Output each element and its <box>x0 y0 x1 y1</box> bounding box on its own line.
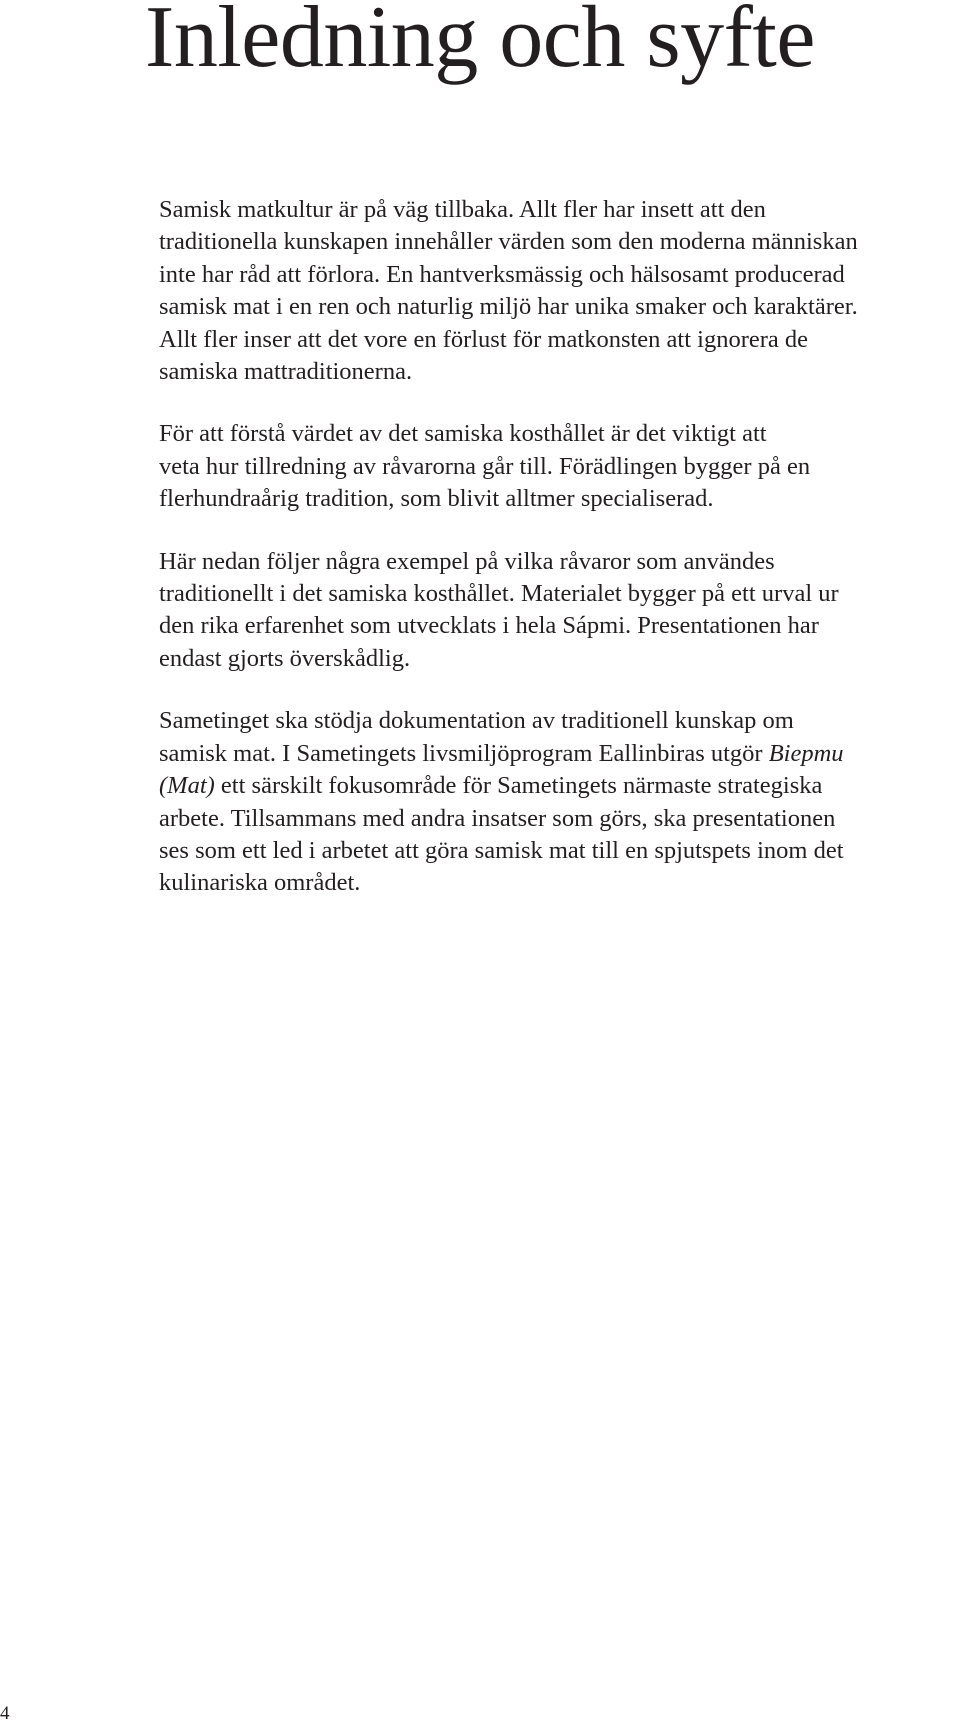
text-line <box>159 738 939 770</box>
text-line: Allt fler inser att det vore en förlust för matkonsten att ignorera de <box>159 325 809 353</box>
paragraph-examples <box>159 546 939 676</box>
text-line: För att förstå värdet av det samiska kosthållet är det viktigt att <box>159 420 767 448</box>
text-run: samisk mat. I Sametingets livsmiljöprogram Eallinbiras utgör <box>159 739 769 767</box>
text-line: Här nedan följer några exempel på vilka råvaror som användes <box>159 547 775 575</box>
text-line: samiska mattraditionerna. <box>159 358 413 386</box>
text-line: traditionellt i det samiska kosthållet. Materialet bygger på ett urval ur <box>159 580 839 608</box>
text-line: traditionella kunskapen innehåller värden som den moderna människan <box>159 228 858 256</box>
paragraph-intro <box>159 194 939 388</box>
text-run: ett särskilt fokusområde för Sametingets närmaste strategiska <box>214 772 823 800</box>
emphasis-biepmu: Biepmu <box>768 739 844 767</box>
text-line: samisk mat i en ren och naturlig miljö har unika smaker och karaktärer. <box>159 293 858 321</box>
text-line: Sametinget ska stödja dokumentation av traditionell kunskap om <box>159 707 794 735</box>
text-line <box>159 770 939 802</box>
paragraph-value <box>159 418 939 515</box>
text-line: veta hur tillredning av råvarorna går till. Förädlingen bygger på en <box>159 452 811 480</box>
paragraph-sametinget <box>159 705 939 899</box>
text-line: inte har råd att förlora. En hantverksmässig och hälsosamt producerad <box>159 260 845 288</box>
page-title: Inledning och syfte <box>145 0 815 86</box>
text-line: Samisk matkultur är på väg tillbaka. Allt fler har insett att den <box>159 196 766 223</box>
body-text <box>159 194 939 930</box>
emphasis-mat: (Mat) <box>159 772 215 800</box>
text-line: endast gjorts överskådlig. <box>159 644 411 672</box>
text-line: den rika erfarenhet som utvecklats i hela Sápmi. Presentationen har <box>159 612 819 640</box>
page-number: 4 <box>0 1703 10 1724</box>
text-line: kulinariska området. <box>159 869 361 897</box>
text-line: ses som ett led i arbetet att göra samisk mat till en spjutspets inom det <box>159 836 844 864</box>
text-line: flerhundraårig tradition, som blivit alltmer specialiserad. <box>159 485 714 513</box>
text-line: arbete. Tillsammans med andra insatser som görs, ska presentationen <box>159 804 836 832</box>
